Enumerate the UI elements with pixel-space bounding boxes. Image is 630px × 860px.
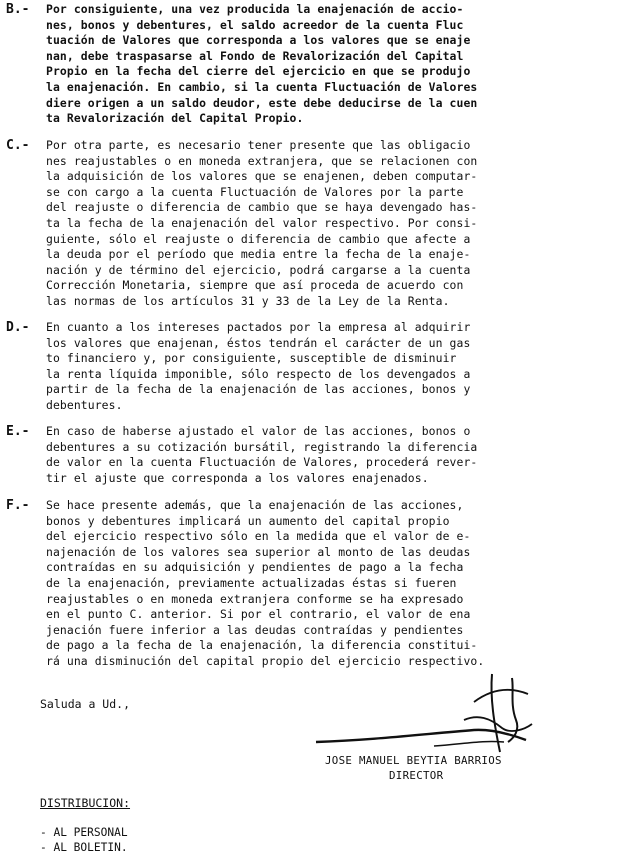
text-line: los valores que enajenan, éstos tendrán el carácter de un gas — [46, 335, 471, 350]
distribution-item: - AL PERSONAL — [40, 826, 128, 839]
text-line: tuación de Valores que corresponda a los valores que se enaje — [46, 33, 471, 48]
paragraph-f — [6, 498, 622, 670]
paragraph-text — [46, 138, 622, 310]
text-line: En caso de haberse ajustado el valor de las acciones, bonos o — [46, 424, 471, 438]
paragraph-label: E.- — [6, 424, 30, 439]
distribution-list — [40, 826, 128, 855]
text-line: la adquisición de los valores que se enajenen, deben computar- — [46, 169, 478, 184]
paragraph-label: D.- — [6, 320, 30, 335]
signatory-title: DIRECTOR — [389, 769, 444, 782]
paragraph-b — [6, 2, 622, 127]
text-line: de la enajenación, previamente actualizadas éstas si fueren — [46, 575, 457, 590]
paragraph-text — [46, 424, 622, 486]
closing-salutation: Saluda a Ud., — [40, 697, 131, 711]
paragraph-d — [6, 320, 622, 414]
text-line: la renta líquida imponible, sólo respecto de los devengados a — [46, 366, 471, 381]
text-line: ta Revalorización del Capital Propio. — [46, 111, 304, 126]
text-line: reajustables o en moneda extranjera conforme se ha expresado — [46, 591, 464, 606]
text-line: las normas de los artículos 31 y 33 de la Ley de la Renta. — [46, 293, 450, 308]
text-line: debentures a su cotización bursátil, registrando la diferencia — [46, 439, 478, 454]
paragraph-e — [6, 424, 622, 486]
text-line: nes reajustables o en moneda extranjera, que se relacionen con — [46, 153, 478, 168]
text-line: jenación fuere inferior a las deudas contraídas y pendientes — [46, 622, 464, 637]
text-line: En cuanto a los intereses pactados por la empresa al adquirir — [46, 320, 471, 334]
handwritten-signature — [314, 668, 544, 758]
text-line: diere origen a un saldo deudor, este debe deducirse de la cuen — [46, 95, 478, 110]
paragraph-label: C.- — [6, 138, 30, 153]
text-line: Por consiguiente, una vez producida la enajenación de accio- — [46, 2, 464, 16]
text-line: de valor en la cuenta Fluctuación de Valores, procederá rever- — [46, 455, 478, 470]
text-line: partir de la fecha de la enajenación de las acciones, bonos y — [46, 382, 471, 397]
text-line: nes, bonos y debentures, el saldo acreedor de la cuenta Fluc — [46, 17, 464, 32]
paragraph-label: F.- — [6, 498, 30, 513]
text-line: Propio en la fecha del cierre del ejercicio en que se produjo — [46, 64, 471, 79]
text-line: rá una disminución del capital propio del ejercicio respectivo. — [46, 653, 485, 668]
text-line: Se hace presente además, que la enajenación de las acciones, — [46, 498, 464, 512]
text-line: najenación de los valores sea superior al monto de las deudas — [46, 544, 471, 559]
text-line: tir el ajuste que corresponda a los valores enajenados. — [46, 470, 429, 485]
text-line: to financiero y, por consiguiente, susceptible de disminuir — [46, 351, 457, 366]
paragraph-c — [6, 138, 622, 310]
text-line: Por otra parte, es necesario tener presente que las obligacio — [46, 138, 471, 152]
text-line: debentures. — [46, 397, 123, 412]
text-line: bonos y debentures implicará un aumento del capital propio — [46, 513, 450, 528]
distribution-item: - AL BOLETIN. — [40, 840, 128, 854]
text-line: en el punto C. anterior. Si por el contrario, el valor de ena — [46, 607, 471, 622]
text-line: Corrección Monetaria, siempre que así proceda de acuerdo con — [46, 278, 464, 293]
paragraph-text — [46, 498, 622, 670]
paragraph-text — [46, 2, 622, 127]
text-line: nación y de término del ejercicio, podrá cargarse a la cuenta — [46, 262, 471, 277]
text-line: de pago a la fecha de la enajenación, la diferencia constitui- — [46, 638, 478, 653]
paragraph-text — [46, 320, 622, 414]
distribution-heading: DISTRIBUCION: — [40, 796, 131, 810]
text-line: contraídas en su adquisición y pendientes de pago a la fecha — [46, 560, 464, 575]
text-line: guiente, sólo el reajuste o diferencia de cambio que afecte a — [46, 231, 471, 246]
text-line: del ejercicio respectivo sólo en la medida que el valor de e- — [46, 529, 471, 544]
text-line: la enajenación. En cambio, si la cuenta Fluctuación de Valores — [46, 79, 478, 94]
text-line: la deuda por el período que media entre la fecha de la enaje- — [46, 247, 471, 262]
text-line: ta la fecha de la enajenación del valor respectivo. Por consi- — [46, 215, 478, 230]
text-line: del reajuste o diferencia de cambio que se haya devengado has- — [46, 200, 478, 215]
paragraph-label: B.- — [6, 2, 30, 17]
text-line: se con cargo a la cuenta Fluctuación de Valores por la parte — [46, 184, 464, 199]
signatory-name: JOSE MANUEL BEYTIA BARRIOS — [325, 754, 502, 767]
text-line: nan, debe traspasarse al Fondo de Revalorización del Capital — [46, 48, 464, 63]
